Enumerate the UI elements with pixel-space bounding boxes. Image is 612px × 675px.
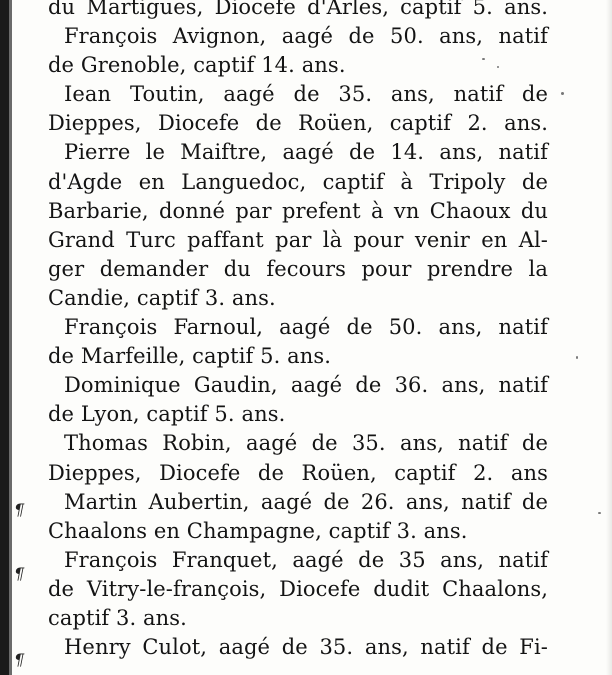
text-line: d'Agde en Languedoc, captif à Tripoly de — [48, 169, 548, 194]
paper-speck — [561, 92, 564, 95]
text-line: François Farnoul, aagé de 50. ans, natif — [64, 315, 548, 340]
text-line: de Vitry-le-françois, Diocefe dudit Chaalons, — [48, 576, 548, 601]
text-line: Dominique Gaudin, aagé de 36. ans, natif — [64, 373, 548, 398]
text-line: Grand Turc paffant par là pour venir en Al- — [48, 227, 548, 252]
binding-gutter — [0, 0, 9, 675]
text-line: François Franquet, aagé de 35 ans, natif — [64, 547, 548, 572]
text-line: Candie, captif 3. ans. — [48, 285, 276, 310]
paper-speck — [598, 512, 601, 514]
text-line: ger demander du fecours pour prendre la — [48, 256, 548, 281]
text-line: Iean Toutin, aagé de 35. ans, natif de — [64, 82, 548, 107]
text-line: François Avignon, aagé de 50. ans, natif — [64, 24, 548, 49]
paper-speck — [576, 356, 578, 359]
text-line: Thomas Robin, aagé de 35. ans, natif de — [64, 431, 548, 456]
text-line: Barbarie, donné par prefent à vn Chaoux du — [48, 198, 548, 223]
text-line: Dieppes, Diocefe de Roüen, captif 2. ans. — [48, 111, 548, 136]
text-line: du Martigues, Diocefe d'Arles, captif 5. ans. — [48, 0, 548, 19]
margin-mark: ¶ — [14, 500, 25, 519]
text-block — [48, 0, 548, 662]
text-line: Martin Aubertin, aagé de 26. ans, natif de — [64, 489, 548, 514]
text-line: de Lyon, captif 5. ans. — [48, 402, 286, 427]
text-line: captif 3. ans. — [48, 605, 187, 630]
text-line: Chaalons en Champagne, captif 3. ans. — [48, 518, 468, 543]
text-line: Dieppes, Diocefe de Roüen, captif 2. ans — [48, 460, 548, 485]
margin-mark: ¶ — [14, 650, 25, 669]
binding-gutter-shadow — [9, 0, 12, 675]
text-line: Pierre le Maiftre, aagé de 14. ans, natif — [64, 140, 548, 165]
page-edge-shadow — [606, 0, 612, 675]
text-line: Henry Culot, aagé de 35. ans, natif de Fi- — [64, 635, 548, 660]
margin-mark: ¶ — [14, 564, 25, 583]
text-line: de Grenoble, captif 14. ans. — [48, 53, 346, 78]
text-line: de Marfeille, captif 5. ans. — [48, 344, 332, 369]
